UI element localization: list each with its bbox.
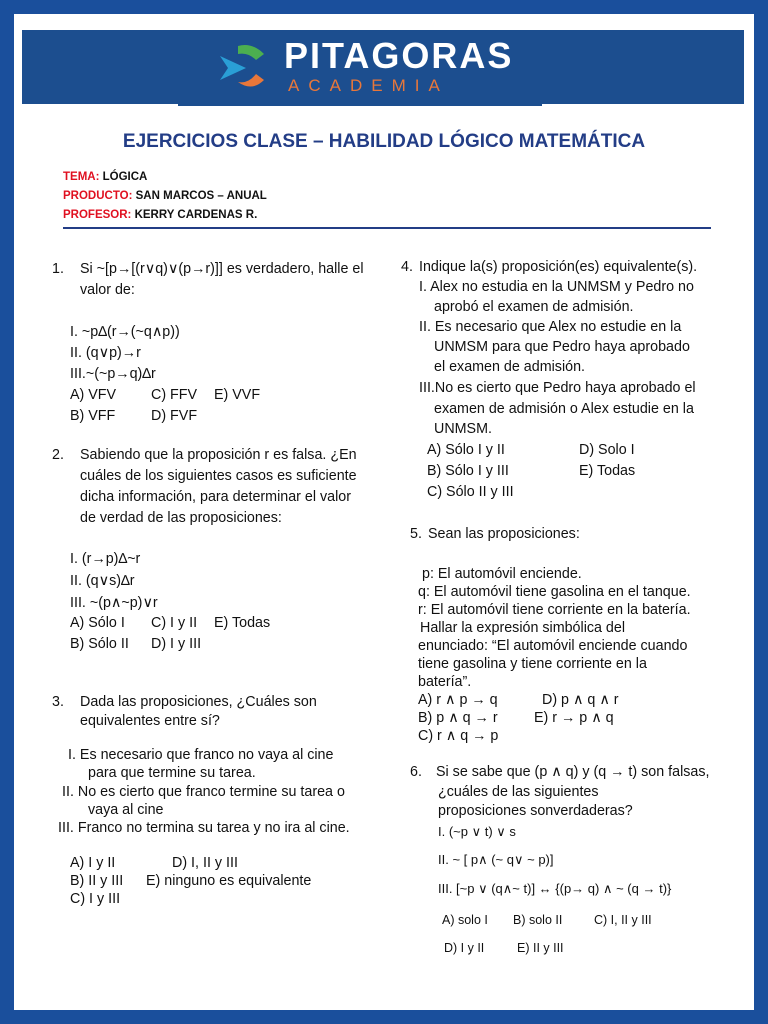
- q2-stem-line3: dicha información, para determinar el valor: [80, 489, 351, 505]
- q2-option-b: B) Sólo II: [70, 636, 129, 652]
- q6-prop-iii: III. [~p ∨ (q∧~ t)] ↔ {(p→ q) ∧ ~ (q → t)}: [438, 881, 672, 896]
- q5-instruction-line1: Hallar la expresión simbólica del: [420, 620, 626, 636]
- q1-option-c: C) FFV: [151, 387, 198, 403]
- meta-producto-label: PRODUCTO:: [63, 190, 133, 202]
- q5-instruction-line4: batería”.: [418, 674, 472, 690]
- q2-option-c: C) I y II: [151, 615, 198, 631]
- q5-instruction-line2: enunciado: “El automóvil enciende cuando: [418, 638, 688, 654]
- q5-option-d: D) p ∧ q ∧ r: [542, 692, 619, 708]
- q5-instruction-line3: tiene gasolina y tiene corriente en la: [418, 656, 647, 672]
- meta-profesor-value: KERRY CARDENAS R.: [134, 209, 258, 221]
- q1-prop-ii: II. (q∨p)→r: [70, 345, 141, 361]
- q2-option-d: D) I y III: [151, 636, 202, 652]
- q4-option-b: B) Sólo I y III: [427, 463, 509, 479]
- q6-stem-line1: Si se sabe que (p ∧ q) y (q → t) son falsas,: [436, 764, 710, 780]
- q2-stem-line4: de verdad de las proposiciones:: [80, 510, 282, 526]
- q3-option-d: D) I, II y III: [172, 855, 238, 871]
- meta-tema-label: TEMA:: [63, 171, 100, 183]
- q3-option-e: E) ninguno es equivalente: [146, 873, 312, 889]
- q6-option-a: A) solo I: [442, 913, 488, 927]
- q4-stem: Indique la(s) proposición(es) equivalente(s).: [419, 259, 698, 275]
- q5-option-c: C) r ∧ q → p: [418, 728, 499, 744]
- q3-prop-i-line2: para que termine su tarea.: [88, 765, 256, 781]
- q5-option-b: B) p ∧ q → r: [418, 710, 498, 726]
- q6-option-c: C) I, II y III: [594, 913, 652, 927]
- q1-option-a: A) VFV: [70, 387, 117, 403]
- q2-number: 2.: [52, 447, 64, 463]
- q3-number: 3.: [52, 694, 64, 710]
- brand-subtitle: ACADEMIA: [288, 76, 449, 95]
- q4-prop-ii-line3: el examen de admisión.: [434, 359, 585, 375]
- q2-option-a: A) Sólo I: [70, 615, 125, 631]
- q1-option-e: E) VVF: [214, 387, 261, 403]
- meta-tema-value: LÓGICA: [102, 171, 148, 183]
- q6-option-e: E) II y III: [517, 941, 564, 955]
- q4-number: 4.: [401, 259, 413, 275]
- q4-prop-iii-line1: III.No es cierto que Pedro haya aprobado el: [419, 380, 696, 396]
- q2-option-e: E) Todas: [214, 615, 271, 631]
- meta-profesor: [63, 208, 257, 222]
- q6-stem-line2: ¿cuáles de las siguientes: [438, 784, 599, 800]
- q1-prop-i: I. ~p∆(r→(~q∧p)): [70, 324, 180, 340]
- q4-prop-i-line2: aprobó el examen de admisión.: [434, 299, 634, 315]
- q4-prop-i-line1: I. Alex no estudia en la UNMSM y Pedro no: [419, 279, 694, 295]
- q3-stem-line2: equivalentes entre sí?: [80, 713, 220, 729]
- q3-option-a: A) I y II: [70, 855, 116, 871]
- q2-prop-i: I. (r→p)∆~r: [70, 551, 141, 567]
- header-underline: [178, 104, 542, 106]
- meta-producto-value: SAN MARCOS – ANUAL: [135, 190, 267, 202]
- q3-option-c: C) I y III: [70, 891, 121, 907]
- q6-option-b: B) solo II: [513, 913, 563, 927]
- q3-prop-i-line1: I. Es necesario que franco no vaya al cine: [68, 747, 334, 763]
- q5-stem: Sean las proposiciones:: [428, 526, 580, 542]
- page-title: EJERCICIOS CLASE – HABILIDAD LÓGICO MATEMÁTICA: [122, 131, 646, 152]
- q3-stem-line1: Dada las proposiciones, ¿Cuáles son: [80, 694, 317, 710]
- q5-option-e: E) r → p ∧ q: [534, 710, 614, 726]
- q6-option-d: D) I y II: [444, 941, 485, 955]
- worksheet-page: [14, 14, 754, 1010]
- q5-option-a: A) r ∧ p → q: [418, 692, 498, 708]
- q4-prop-ii-line2: UNMSM para que Pedro haya aprobado: [434, 339, 690, 355]
- q1-option-b: B) VFF: [70, 408, 116, 424]
- q2-stem-line1: Sabiendo que la proposición r es falsa. ¿En: [80, 447, 357, 463]
- q1-option-d: D) FVF: [151, 408, 198, 424]
- q5-prop-p: p: El automóvil enciende.: [422, 566, 582, 582]
- pitagoras-logo-icon: [216, 42, 280, 94]
- brand-name: PITAGORAS: [284, 35, 514, 76]
- q2-prop-ii: II. (q∨s)∆r: [70, 573, 135, 589]
- header-rule: [63, 227, 711, 229]
- q3-prop-ii-line2: vaya al cine: [88, 802, 164, 818]
- q4-prop-iii-line3: UNMSM.: [434, 421, 492, 437]
- q4-option-d: D) Solo I: [579, 442, 635, 458]
- meta-producto: [63, 189, 267, 203]
- meta-profesor-label: PROFESOR:: [63, 209, 132, 221]
- q1-number: 1.: [52, 261, 64, 277]
- q1-stem-line1: Si ~[p→[(r∨q)∨(p→r)]] es verdadero, halle el: [80, 261, 364, 277]
- q5-prop-q: q: El automóvil tiene gasolina en el tanque.: [418, 584, 691, 600]
- q1-stem-line2: valor de:: [80, 282, 135, 298]
- q5-number: 5.: [410, 526, 422, 542]
- q6-number: 6.: [410, 764, 422, 780]
- q3-prop-ii-line1: II. No es cierto que franco termine su tarea o: [62, 784, 345, 800]
- q3-option-b: B) II y III: [70, 873, 124, 889]
- q3-prop-iii: III. Franco no termina su tarea y no ira al cine.: [58, 820, 350, 836]
- q6-prop-i: I. (~p ∨ t) ∨ s: [438, 824, 516, 839]
- q4-option-e: E) Todas: [579, 463, 636, 479]
- q6-prop-ii: II. ~ [ p∧ (~ q∨ ~ p)]: [438, 852, 554, 867]
- q4-option-c: C) Sólo II y III: [427, 484, 514, 500]
- q1-prop-iii: III.~(~p→q)∆r: [70, 366, 156, 382]
- meta-tema: [63, 170, 147, 184]
- q6-stem-line3: proposiciones sonverdaderas?: [438, 803, 633, 819]
- q4-option-a: A) Sólo I y II: [427, 442, 505, 458]
- q4-prop-iii-line2: examen de admisión o Alex estudie en la: [434, 401, 694, 417]
- q2-prop-iii: III. ~(p∧~p)∨r: [70, 595, 158, 611]
- q5-prop-r: r: El automóvil tiene corriente en la batería.: [418, 602, 691, 618]
- q2-stem-line2: cuáles de los siguientes casos es suficiente: [80, 468, 357, 484]
- q4-prop-ii-line1: II. Es necesario que Alex no estudie en la: [419, 319, 682, 335]
